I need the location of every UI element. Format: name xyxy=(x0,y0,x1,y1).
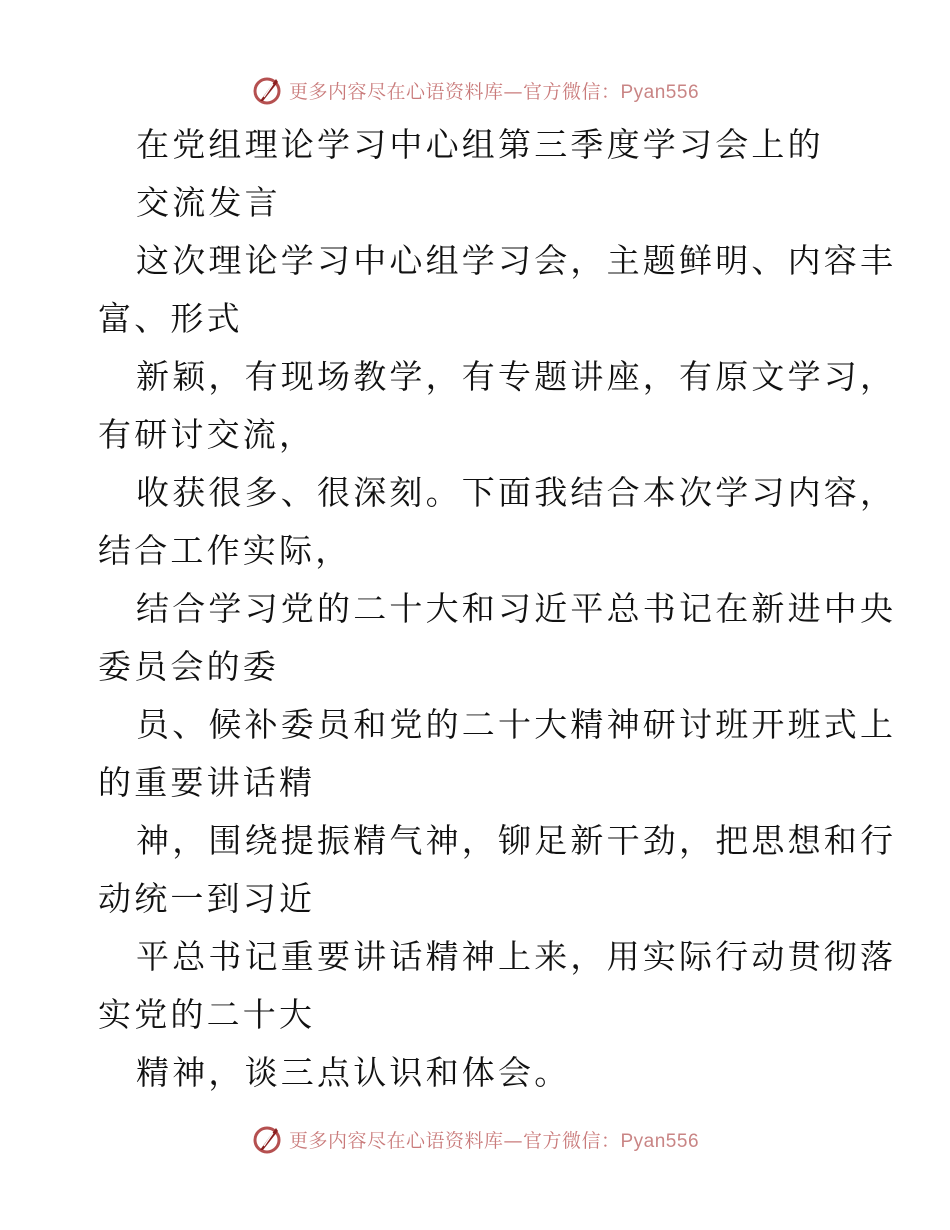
body-line: 有研讨交流， xyxy=(98,415,316,454)
watermark-content xyxy=(251,1123,699,1155)
watermark-text xyxy=(289,77,699,104)
title-line-2: 交流发言 xyxy=(136,183,281,222)
quill-pen-logo-icon xyxy=(251,74,283,106)
body-line: 精神，谈三点认识和体会。 xyxy=(136,1053,571,1092)
body-line: 新颖，有现场教学，有专题讲座，有原文学习， xyxy=(136,357,897,396)
body-line: 平总书记重要讲话精神上来，用实际行动贯彻落 xyxy=(136,937,897,976)
body-line: 富、形式 xyxy=(98,299,243,338)
body-line: 结合学习党的二十大和习近平总书记在新进中央 xyxy=(136,589,897,628)
body-line: 实党的二十大 xyxy=(98,995,316,1034)
body-line: 神，围绕提振精气神，铆足新干劲，把思想和行 xyxy=(136,821,897,860)
body-line: 动统一到习近 xyxy=(98,879,316,918)
document-body xyxy=(98,116,897,1102)
watermark-label: 更多内容尽在心语资料库—官方微信： xyxy=(288,80,621,103)
watermark-wechat-id: Pyan556 xyxy=(620,81,700,103)
header-watermark xyxy=(0,72,950,108)
watermark-label: 更多内容尽在心语资料库—官方微信： xyxy=(288,1129,621,1152)
watermark-text xyxy=(289,1126,699,1153)
body-line: 收获很多、很深刻。下面我结合本次学习内容， xyxy=(136,473,897,512)
body-line: 委员会的委 xyxy=(98,647,279,686)
quill-pen-logo-icon xyxy=(251,1123,283,1155)
title-line-1: 在党组理论学习中心组第三季度学习会上的 xyxy=(136,125,824,164)
body-line: 这次理论学习中心组学习会，主题鲜明、内容丰 xyxy=(136,241,897,280)
watermark-content xyxy=(251,74,699,106)
body-line: 的重要讲话精 xyxy=(98,763,316,802)
body-line: 员、候补委员和党的二十大精神研讨班开班式上 xyxy=(136,705,897,744)
watermark-wechat-id: Pyan556 xyxy=(620,1130,700,1152)
body-line: 结合工作实际， xyxy=(98,531,352,570)
footer-watermark xyxy=(0,1121,950,1157)
